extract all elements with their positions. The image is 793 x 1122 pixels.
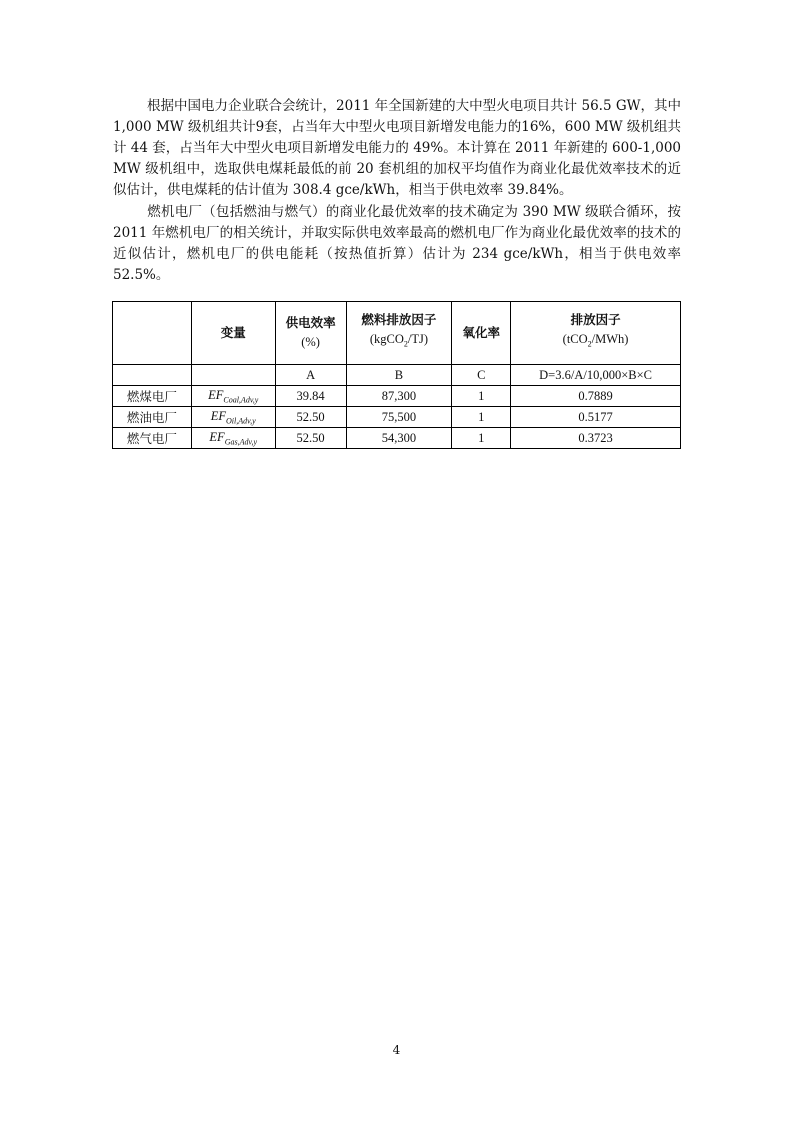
row-emission-factor: 0.3723 xyxy=(511,428,681,449)
column-id-cell: B xyxy=(346,365,452,386)
row-efficiency: 52.50 xyxy=(275,407,346,428)
fuel-factor-unit: (kgCO$_2$/TJ) xyxy=(369,332,428,349)
header-fuel-factor: 燃料排放因子 (kgCO$_2$/TJ) xyxy=(346,302,452,365)
table-row xyxy=(113,386,681,407)
table-header-row xyxy=(113,302,681,365)
row-label: 燃煤电厂 xyxy=(113,386,192,407)
paragraph-text: 燃机电厂（包括燃油与燃气）的商业化最优效率的技术确定为 390 MW 级联合循环，按 2011 年燃机电厂的相关统计，并取实际供电效率最高的燃机电厂作为商业化最优效率的技术的近似估计，燃机电厂的供电能耗（按热值折算）估计为 234 gce/kWh，相当于供电效率 52.5%。 xyxy=(113,204,681,283)
row-efficiency: 39.84 xyxy=(275,386,346,407)
row-variable: $EF_{Oil,Adv,y}$ xyxy=(191,407,275,428)
table-row xyxy=(113,428,681,449)
row-emission-factor: 0.7889 xyxy=(511,386,681,407)
column-id-cell: C xyxy=(452,365,511,386)
row-fuel-factor: 54,300 xyxy=(346,428,452,449)
column-id-cell: D=3.6/A/10,000×B×C xyxy=(511,365,681,386)
emission-factor-table xyxy=(112,301,681,449)
row-oxidation: 1 xyxy=(452,386,511,407)
column-id-cell: A xyxy=(275,365,346,386)
row-variable: $EF_{Coal,Adv,y}$ xyxy=(191,386,275,407)
row-label: 燃油电厂 xyxy=(113,407,192,428)
row-label: 燃气电厂 xyxy=(113,428,192,449)
column-id-cell xyxy=(113,365,192,386)
header-blank xyxy=(113,302,192,365)
row-oxidation: 1 xyxy=(452,407,511,428)
paragraph-coal-stats xyxy=(113,96,681,201)
table-row xyxy=(113,407,681,428)
row-variable: $EF_{Gas,Adv,y}$ xyxy=(191,428,275,449)
emission-factor-unit: (tCO$_2$/MWh) xyxy=(562,332,629,349)
page-number: 4 xyxy=(392,1043,401,1057)
paragraph-gas-stats xyxy=(113,202,681,286)
row-emission-factor: 0.5177 xyxy=(511,407,681,428)
header-oxidation: 氧化率 xyxy=(452,302,511,365)
header-efficiency: 供电效率 (%) xyxy=(275,302,346,365)
row-fuel-factor: 87,300 xyxy=(346,386,452,407)
row-oxidation: 1 xyxy=(452,428,511,449)
paragraph-text: 根据中国电力企业联合会统计，2011 年全国新建的大中型火电项目共计 56.5 GW，其中1,000 MW 级机组共计9套，占当年大中型火电项目新增发电能力的16%，600 MW 级机组共计 44 套，占当年大中型火电项目新增发电能力的 49%。本计算在 2011 年新建的 600-1,000 MW 级机组中，选取供电煤耗最低的前 20 套机组的加权平均值作为商业化最优效率技术的近似估计，供电煤耗的估计值为 308.4 gce/kWh，相当于供电效率 39.84%。 xyxy=(113,98,681,198)
row-fuel-factor: 75,500 xyxy=(346,407,452,428)
header-emission-factor: 排放因子 (tCO$_2$/MWh) xyxy=(511,302,681,365)
column-id-cell xyxy=(191,365,275,386)
header-variable: 变量 xyxy=(191,302,275,365)
table-column-id-row xyxy=(113,365,681,386)
row-efficiency: 52.50 xyxy=(275,428,346,449)
